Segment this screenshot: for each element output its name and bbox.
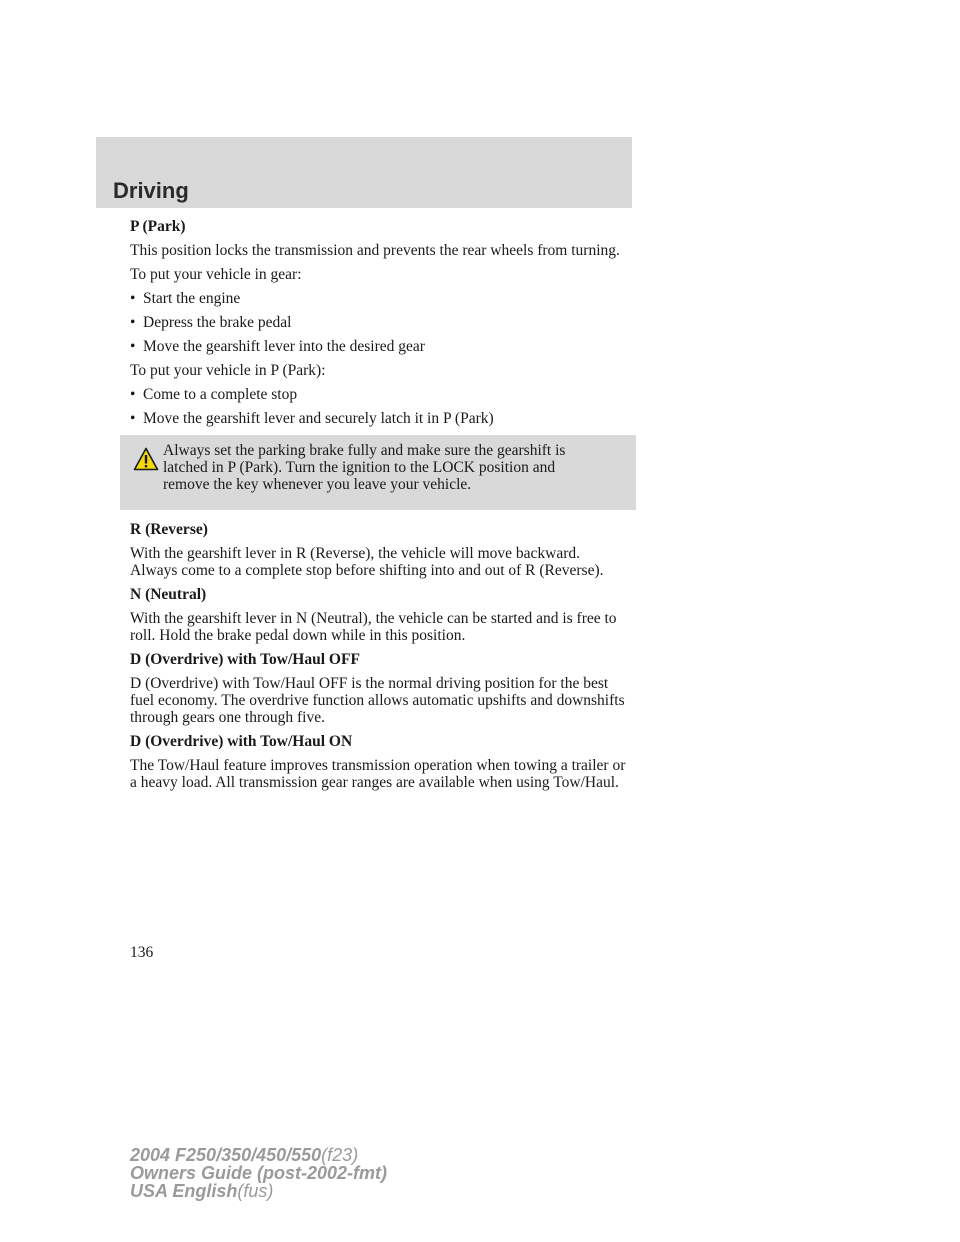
- section-heading: N (Neutral): [130, 586, 207, 603]
- bullet-list: [130, 290, 630, 355]
- warning-line: latched in P (Park). Turn the ignition to the LOCK position and: [163, 459, 556, 476]
- section-heading: P (Park): [130, 218, 186, 235]
- section-title: Driving: [113, 178, 189, 203]
- document-footer: [130, 1146, 387, 1200]
- bullet-list: [130, 386, 630, 427]
- list-item: • Start the engine: [130, 290, 630, 307]
- warning-triangle-icon: [133, 447, 159, 471]
- warning-line: Always set the parking brake fully and make sure the gearshift is: [163, 442, 566, 459]
- section-heading: D (Overdrive) with Tow/Haul OFF: [130, 651, 360, 668]
- warning-text: [130, 442, 626, 493]
- paragraph: To put your vehicle in P (Park):: [130, 362, 326, 379]
- paragraph: With the gearshift lever in R (Reverse), the vehicle will move backward. Always come to a complete stop before shifting into and out of R (Reverse).: [130, 545, 604, 579]
- warning-box: [120, 435, 636, 510]
- list-item: • Come to a complete stop: [130, 386, 630, 403]
- warning-line: remove the key whenever you leave your vehicle.: [163, 476, 472, 493]
- section-heading: D (Overdrive) with Tow/Haul ON: [130, 733, 353, 750]
- paragraph: This position locks the transmission and prevents the rear wheels from turning.: [130, 242, 620, 259]
- footer-line-2: Owners Guide (post-2002-fmt): [130, 1163, 388, 1183]
- paragraph: D (Overdrive) with Tow/Haul OFF is the normal driving position for the best fuel economy. The overdrive function allows automatic upshifts and downshifts through gears one through five.: [130, 675, 625, 726]
- page-content: [130, 218, 630, 798]
- list-item: • Depress the brake pedal: [130, 314, 630, 331]
- footer-line-3: USA English(fus): [130, 1181, 274, 1201]
- list-item: • Move the gearshift lever into the desired gear: [130, 338, 630, 355]
- section-heading: R (Reverse): [130, 521, 208, 538]
- paragraph: The Tow/Haul feature improves transmission operation when towing a trailer or a heavy load. All transmission gear ranges are available when using Tow/Haul.: [130, 757, 626, 791]
- list-item: • Move the gearshift lever and securely latch it in P (Park): [130, 410, 630, 427]
- paragraph: With the gearshift lever in N (Neutral), the vehicle can be started and is free to roll. Hold the brake pedal down while in this position.: [130, 610, 617, 644]
- paragraph: To put your vehicle in gear:: [130, 266, 302, 283]
- page-number: 136: [130, 944, 154, 961]
- footer-line-1: 2004 F250/350/450/550(f23): [130, 1145, 359, 1165]
